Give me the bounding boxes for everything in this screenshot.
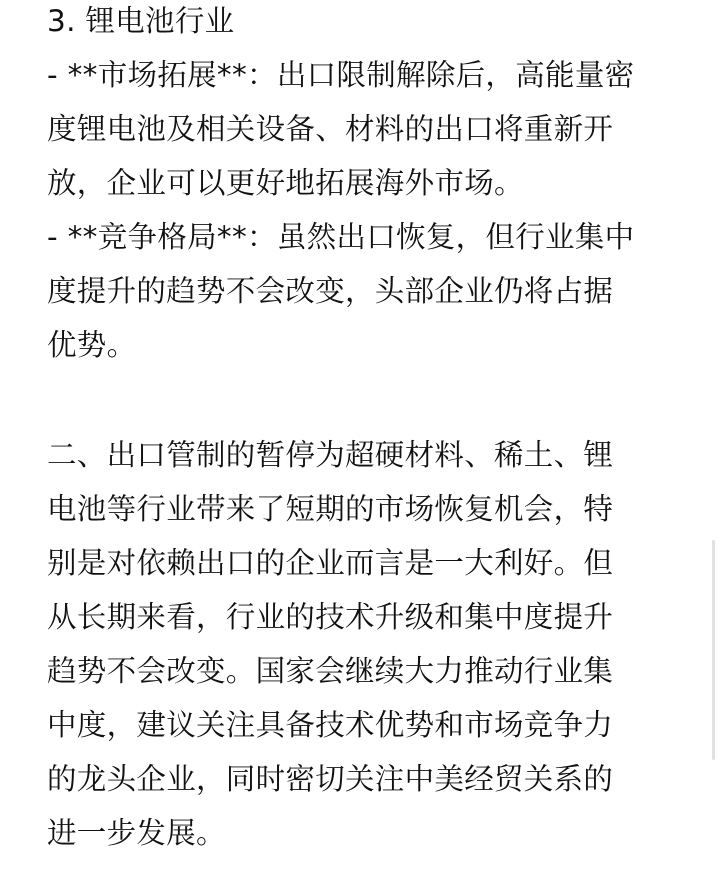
conclusion-line-2: 电池等行业带来了短期的市场恢复机会，特 xyxy=(47,492,614,526)
bullet-competition xyxy=(47,210,677,372)
bullet-market-line-1: - **市场拓展**：出口限制解除后，高能量密 xyxy=(47,58,635,92)
section-title: 3. 锂电池行业 xyxy=(47,4,235,38)
conclusion-paragraph xyxy=(47,428,677,860)
conclusion-line-4: 从长期来看，行业的技术升级和集中度提升 xyxy=(47,600,614,634)
bullet-competition-line-2: 度提升的趋势不会改变，头部企业仍将占据 xyxy=(47,274,614,308)
conclusion-line-7: 的龙头企业，同时密切关注中美经贸关系的 xyxy=(47,762,614,796)
conclusion-line-5: 趋势不会改变。国家会继续大力推动行业集 xyxy=(47,654,614,688)
bullet-market-expansion xyxy=(47,48,677,210)
bullet-competition-line-3: 优势。 xyxy=(47,328,137,362)
bullet-market-line-2: 度锂电池及相关设备、材料的出口将重新开 xyxy=(47,112,614,146)
conclusion-line-8: 进一步发展。 xyxy=(47,816,226,850)
conclusion-line-3: 别是对依赖出口的企业而言是一大利好。但 xyxy=(47,546,614,580)
paragraph-gap xyxy=(47,372,677,428)
bullet-competition-line-1: - **竞争格局**：虽然出口恢复，但行业集中 xyxy=(47,220,635,254)
scrollbar-thumb[interactable] xyxy=(712,540,715,760)
bullet-market-line-3: 放，企业可以更好地拓展海外市场。 xyxy=(47,166,524,200)
conclusion-line-6: 中度，建议关注具备技术优势和市场竞争力 xyxy=(47,708,614,742)
document-body xyxy=(47,0,677,860)
conclusion-line-1: 二、出口管制的暂停为超硬材料、稀土、锂 xyxy=(47,438,614,472)
